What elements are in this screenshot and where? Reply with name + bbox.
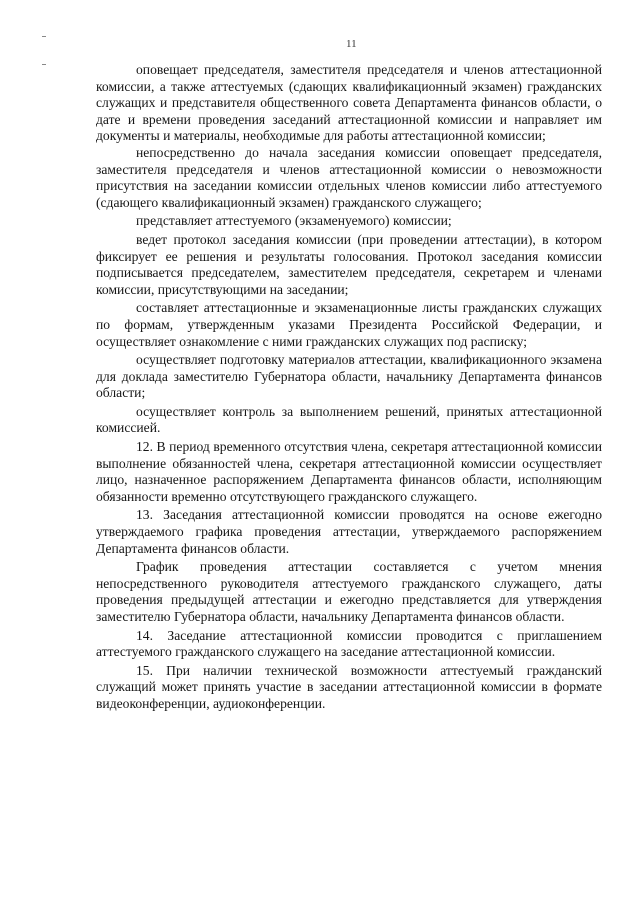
paragraph: представляет аттестуемого (экзаменуемого) комиссии; bbox=[136, 213, 452, 229]
paragraph: составляет аттестационные и экзаменационные листы гражданских служащих по формам, утвержденным указами Президента Российской Федерации, и осуществляет ознакомление с ними гражданских служащих под расписку; bbox=[96, 300, 602, 349]
paragraph: График проведения аттестации составляется с учетом мнения непосредственного руководителя аттестуемого гражданского служащего, даты проведения предыдущей аттестации и ежегодно представляется для утверждения заместителю Губернатора области, начальнику Департамента финансов области. bbox=[96, 559, 602, 624]
paragraph: 13. Заседания аттестационной комиссии проводятся на основе ежегодно утверждаемого графика проведения аттестации, утверждаемого распоряжением Департамента финансов области. bbox=[96, 507, 602, 556]
document-body bbox=[96, 62, 602, 713]
paragraph: 14. Заседание аттестационной комиссии проводится с приглашением аттестуемого гражданского служащего на заседание аттестационной комиссии. bbox=[96, 627, 602, 660]
paragraph: осуществляет контроль за выполнением решений, принятых аттестационной комиссией. bbox=[96, 403, 602, 436]
paragraph: оповещает председателя, заместителя председателя и членов аттестационной комиссии, а также аттестуемых (сдающих квалификационный экзамен) гражданских служащих и представителя общественного совета Департамента финансов области, о дате и времени проведения заседаний аттестационной комиссии и направляет им документы и материалы, необходимые для работы аттестационной комиссии; bbox=[96, 62, 602, 144]
scan-mark bbox=[42, 36, 46, 37]
page-number: 11 bbox=[346, 38, 357, 50]
paragraph: ведет протокол заседания комиссии (при проведении аттестации), в котором фиксирует ее решения и результаты голосования. Протокол заседания комиссии подписывается председателем, заместителем председателя, секретарем и членами комиссии, присутствующими на заседании; bbox=[96, 231, 602, 297]
scan-mark bbox=[42, 64, 46, 65]
paragraph: 15. При наличии технической возможности аттестуемый гражданский служащий может принять участие в заседании аттестационной комиссии в формате видеоконференции, аудиоконференции. bbox=[96, 662, 602, 711]
paragraph: осуществляет подготовку материалов аттестации, квалификационного экзамена для доклада заместителю Губернатора области, начальнику Департамента финансов области; bbox=[96, 352, 602, 401]
paragraph: непосредственно до начала заседания комиссии оповещает председателя, заместителя председателя и членов аттестационной комиссии о невозможности присутствия на заседании комиссии отдельных членов комиссии либо аттестуемого (сдающего квалификационный экзамен) гражданского служащего; bbox=[96, 144, 602, 210]
paragraph: 12. В период временного отсутствия члена, секретаря аттестационной комиссии выполнение обязанностей члена, секретаря аттестационной комиссии осуществляет лицо, назначенное распоряжением Департамента финансов области, исполняющим обязанности временно отсутствующего гражданского служащего. bbox=[96, 439, 602, 504]
